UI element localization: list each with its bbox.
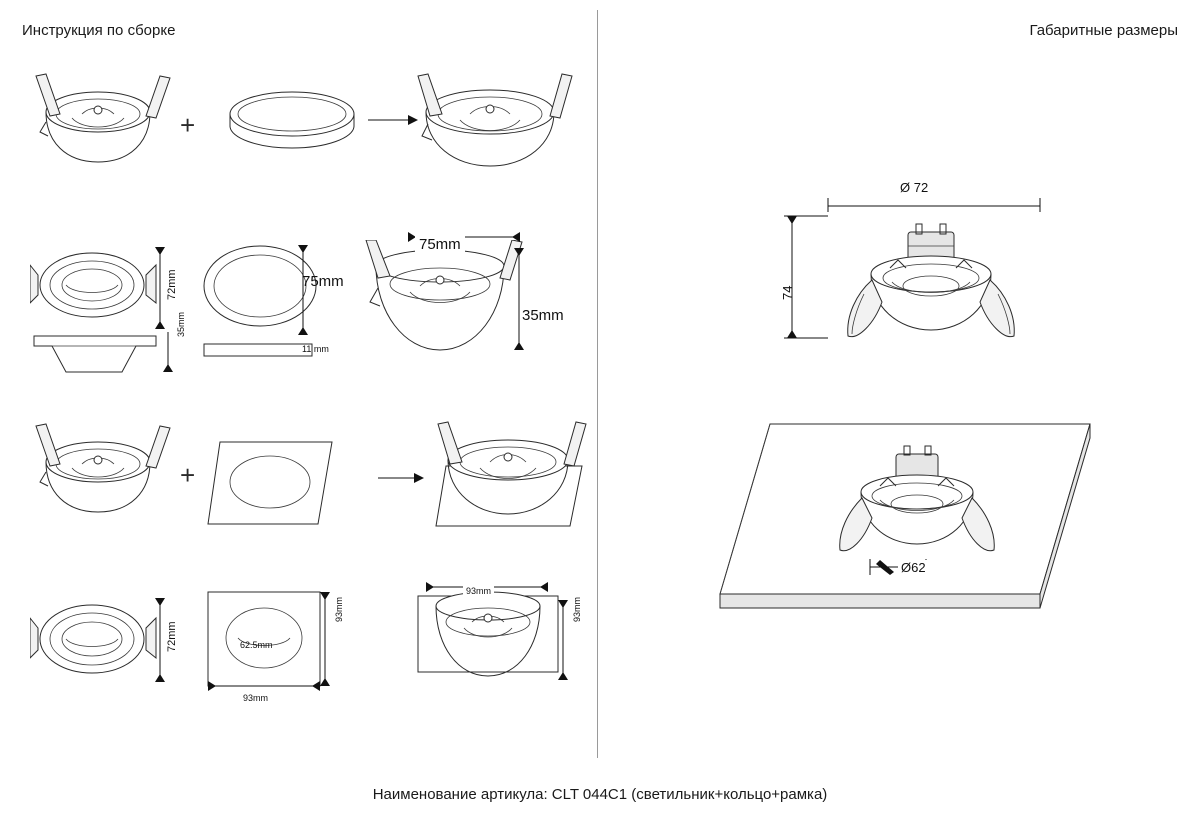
dim-diameter-72-line <box>826 198 1046 212</box>
dim-label-93mm-bottom: 93mm <box>243 693 269 703</box>
assembly-operator-plus-2: + <box>180 460 196 490</box>
assembly-row2-dim35-leader <box>160 330 176 376</box>
dim-label-72mm-left: 72mm <box>166 269 178 300</box>
dimension-view-installed <box>710 408 1150 628</box>
dim-label-93mm-assembled-top: 93mm <box>463 586 494 596</box>
assembly-arrow-2 <box>378 470 424 486</box>
dim-label-ring-11mm: 11 mm <box>302 344 329 354</box>
assembly-row2-fixture-sideview <box>30 332 160 378</box>
assembly-row1-result <box>408 68 578 184</box>
assembly-row3-result <box>424 418 594 542</box>
article-caption: Наименование артикула: CLT 044C1 (светильник+кольцо+рамка) <box>372 786 828 803</box>
assembly-row3-square-frame <box>206 436 336 532</box>
dim-label-93mm-assembled-side: 93mm <box>572 596 582 622</box>
dimension-view-top <box>820 190 1050 370</box>
assembly-operator-plus-1: + <box>180 110 196 140</box>
dim-label-frame-75mm: 75mm <box>415 236 465 253</box>
dim-label-ring-75mm: 75mm <box>302 273 344 290</box>
assembly-row3-fixture <box>20 420 180 530</box>
dim-label-72mm-bottom: 72mm <box>166 621 178 652</box>
dim-height-74-line <box>780 212 830 344</box>
page-title-left: Инструкция по сборке <box>22 22 176 39</box>
assembly-row2-fixture-topview <box>30 245 160 325</box>
assembly-row4-fixture-topview <box>30 596 160 682</box>
assembly-row2-ring-dim-leader <box>296 243 310 341</box>
assembly-row1-ring <box>222 82 362 172</box>
dim-label-inner-625mm: 62.5mm <box>240 640 273 650</box>
assembly-row2-dim35-right <box>512 246 526 356</box>
vertical-divider <box>597 10 598 758</box>
assembly-row4-result-view <box>410 588 580 692</box>
dim-label-35mm-left: 35mm <box>176 311 186 337</box>
page-title-right: Габаритные размеры <box>1029 22 1178 39</box>
assembly-row4-dim93-right-leader <box>556 596 570 686</box>
dim-label-frame-35mm: 35mm <box>522 307 564 324</box>
assembly-row4-dim93-side <box>318 588 332 692</box>
assembly-row2-result-view <box>352 240 532 370</box>
assembly-row1-fixture <box>20 70 180 180</box>
dim-label-93mm-side: 93mm <box>334 596 344 622</box>
dim-label-diameter-72: Ø 72 <box>894 180 934 195</box>
dim-label-cutout-62: Ø62 <box>898 560 929 575</box>
dim-label-height-74: 74 <box>780 285 795 300</box>
assembly-row4-dim93-bottom <box>204 678 328 694</box>
